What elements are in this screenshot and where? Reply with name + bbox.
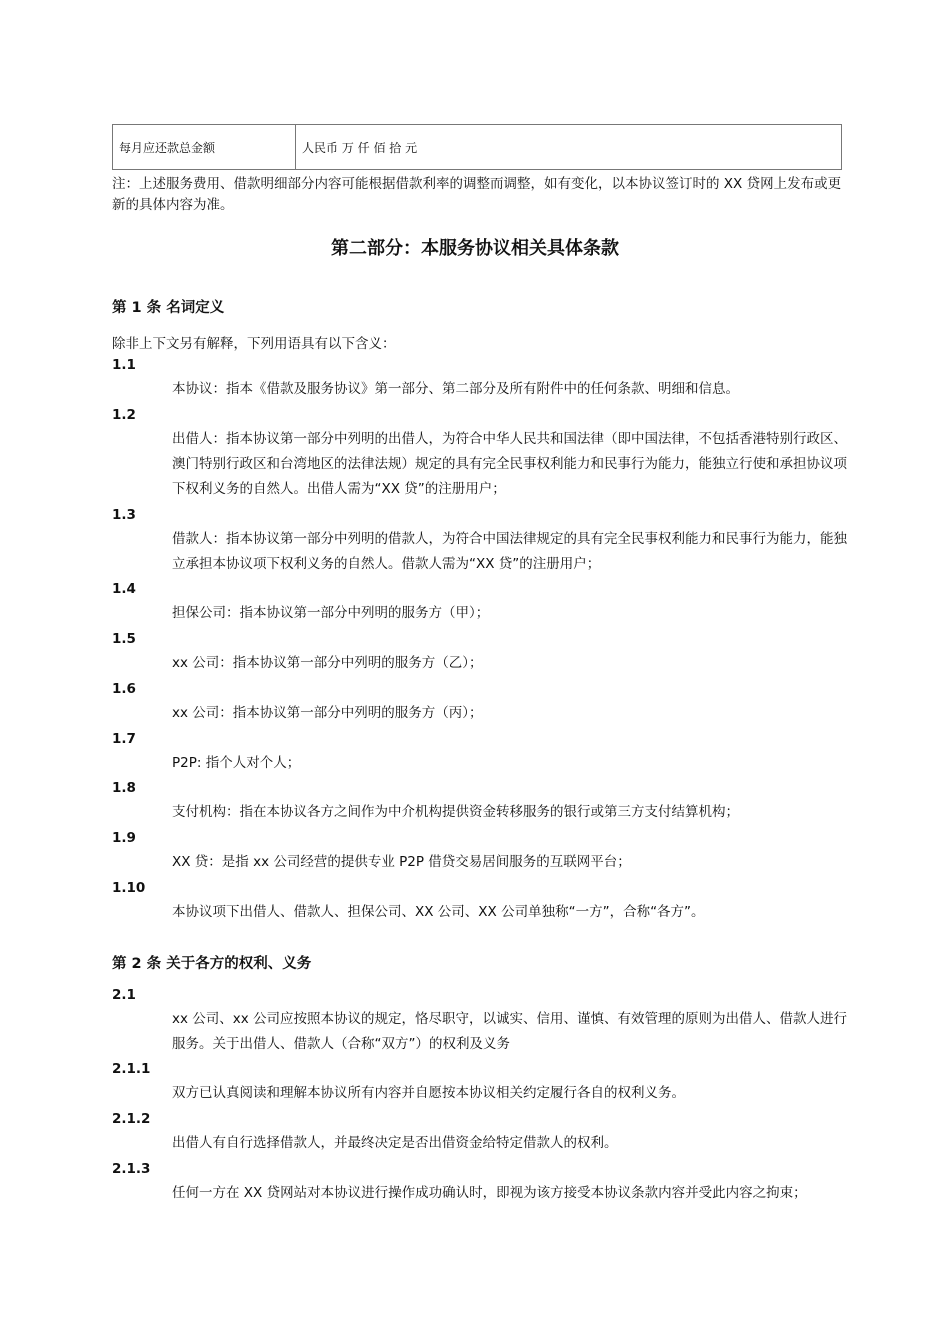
part-title: 第二部分：本服务协议相关具体条款 [331,238,619,259]
clause-number: 1.5 [112,631,136,647]
note-paragraph: 注：上述服务费用、借款明细部分内容可能根据借款利率的调整而调整，如有变化，以本协议签订时的 XX 贷网上发布或更新的具体内容为准。 [112,176,842,213]
clause-number: 2.1.3 [112,1161,151,1177]
clause-number: 1.2 [112,407,136,423]
clause-text: 本协议：指本《借款及服务协议》第一部分、第二部分及所有附件中的任何条款、明细和信息。 [172,381,739,397]
clause-text: P2P: 指个人对个人； [172,755,301,771]
clause-text: xx 公司：指本协议第一部分中列明的服务方（乙）； [172,655,483,671]
table-label-cell: 每月应还款总金额 [113,125,296,170]
repayment-table [112,124,842,170]
clause-number: 1.6 [112,681,136,697]
article-1-title: 第 1 条 名词定义 [112,300,225,316]
clause-number: 2.1 [112,987,136,1003]
clause-text: xx 公司、xx 公司应按照本协议的规定，恪尽职守，以诚实、信用、谨慎、有效管理的原则为出借人、借款人进行服务。关于出借人、借款人（合称“双方”）的权利及义务 [172,1011,848,1052]
clause-number: 1.3 [112,507,136,523]
clause-text: 双方已认真阅读和理解本协议所有内容并自愿按本协议相关约定履行各自的权利义务。 [172,1085,685,1101]
table-row [113,125,842,170]
clause-number: 1.1 [112,357,136,373]
table-value-cell: 人民币 万 仟 佰 拾 元 [296,125,842,170]
article-1-intro: 除非上下文另有解释，下列用语具有以下含义： [112,336,396,352]
clause-text: 出借人：指本协议第一部分中列明的出借人，为符合中华人民共和国法律（即中国法律，不包括香港特别行政区、澳门特别行政区和台湾地区的法律法规）规定的具有完全民事权利能力和民事行为能力，能独立行使和承担协议项下权利义务的自然人。出借人需为“XX 贷”的注册用户； [172,431,847,497]
clause-number: 2.1.2 [112,1111,151,1127]
clause-text: xx 公司：指本协议第一部分中列明的服务方（丙）； [172,705,483,721]
clause-number: 1.9 [112,830,136,846]
clause-number: 1.8 [112,780,136,796]
clause-text: 借款人：指本协议第一部分中列明的借款人，为符合中国法律规定的具有完全民事权利能力和民事行为能力，能独立承担本协议项下权利义务的自然人。借款人需为“XX 贷”的注册用户； [172,531,847,572]
article-2-title: 第 2 条 关于各方的权利、义务 [112,956,312,972]
clause-text: 支付机构：指在本协议各方之间作为中介机构提供资金转移服务的银行或第三方支付结算机构； [172,804,739,820]
clause-number: 2.1.1 [112,1061,151,1077]
clause-number: 1.10 [112,880,146,896]
clause-text: 出借人有自行选择借款人，并最终决定是否出借资金给特定借款人的权利。 [172,1135,618,1151]
clause-number: 1.4 [112,581,136,597]
clause-text: 担保公司：指本协议第一部分中列明的服务方（甲）； [172,605,490,621]
clause-number: 1.7 [112,731,136,747]
clause-text: 任何一方在 XX 贷网站对本协议进行操作成功确认时，即视为该方接受本协议条款内容并受此内容之拘束； [172,1185,807,1201]
clause-text: XX 贷：是指 xx 公司经营的提供专业 P2P 借贷交易居间服务的互联网平台； [172,854,631,870]
clause-text: 本协议项下出借人、借款人、担保公司、XX 公司、XX 公司单独称“一方”，合称“各方”。 [172,904,705,920]
